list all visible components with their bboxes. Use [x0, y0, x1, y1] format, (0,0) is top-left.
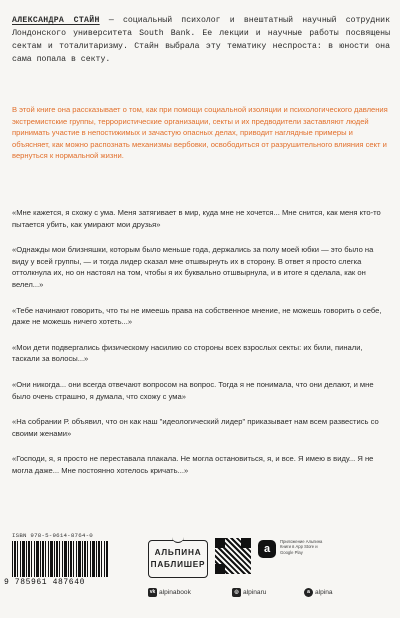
- vk-icon: vk: [149, 588, 156, 595]
- social-alpina: [304, 587, 333, 599]
- author-bio: [12, 14, 390, 66]
- quote: «Мои дети подвергались физическому насилию со стороны всех взрослых секты: их били, пинали, таскали за волосы...»: [12, 342, 363, 364]
- cover-footer: [0, 530, 400, 618]
- barcode-digits: 9 785961 487640: [4, 578, 86, 587]
- social-links: [148, 587, 400, 599]
- quote: «На собрании Р. объявил, что он как наш "идеологический лидер" приказывает нам всем развестись со своими женами»: [12, 417, 379, 438]
- quotes-list: [12, 207, 390, 491]
- qr-code-icon: [214, 537, 252, 575]
- author-name: АЛЕКСАНДРА СТАЙН: [12, 16, 100, 25]
- social-label: alpinaru: [243, 589, 267, 596]
- book-summary: В этой книге она рассказывает о том, как при помощи социальной изоляции и психологического давления экстремистские группы, террористические организации, секты и их предводители заставляют людей принимать участие в непостижимых и зачастую опасных делах, приводит наглядные примеры и объясняет, как можно распознать механизмы вербовки, освободиться от разрушительного влияния сект и вернуться к нормальной жизни.: [12, 105, 388, 161]
- quote: «Господи, я, я просто не переставала плакала. Не могла остановиться, я, и все. Я имею в виду... Я не могла даже... Мне постоянно хотелось кричать...»: [12, 454, 374, 475]
- publisher-name-line2: ПАБЛИШЕР: [150, 560, 206, 569]
- alpina-app-icon: a: [258, 540, 276, 558]
- isbn: ISBN 978-5-9614-8764-0: [12, 532, 93, 539]
- publisher-name-line1: АЛЬПИНА: [154, 548, 202, 557]
- social-label: alpinabook: [159, 589, 191, 596]
- logo-smile-icon: [172, 536, 184, 543]
- instagram-icon: ◎: [232, 588, 241, 597]
- social-instagram: [232, 587, 266, 599]
- quote: «Мне кажется, я схожу с ума. Меня затягивает в мир, куда мне не хочется... Мне снится, как меня кто-то пытается убить, как умирают мои друзья»: [12, 208, 381, 229]
- barcode-icon: [12, 541, 108, 577]
- quote: «Они никогда... они всегда отвечают вопросом на вопрос. Тогда я не понимала, что они делают, и мне было очень страшно, я думала, что схожу с ума»: [12, 379, 374, 401]
- app-promo-text: Приложение Альпина Книги в App Store и Google Play: [280, 539, 323, 555]
- publisher-logo: [148, 540, 208, 578]
- quote: «Тебе начинают говорить, что ты не имеешь права на собственное мнение, не можешь говорить о себе, даже не можешь ничего хотеть...»: [12, 305, 382, 327]
- alpina-icon: a: [304, 588, 313, 597]
- social-vk: [148, 587, 191, 599]
- quote: «Однажды мои близняшки, которым было меньше года, держались за полу моей юбки — это было на виду у всей группы, — и тогда лидер сказал мне отшвырнуть их в сторону. В ответ я просто слегка оттолкнула их, но он настоял на том, чтобы я их буквально отшвырнула, и в итоге я сделала, как он велел...»: [12, 245, 374, 289]
- social-label: alpina: [315, 589, 333, 596]
- author-bio-text: — социальный психолог и внештатный научный сотрудник Лондонского университета South Bank. Ее лекции и научные работы посвящены сектам и тоталитаризму. Стайн выбрала эту тематику неспроста: в юности она сама попала в секту.: [12, 16, 390, 64]
